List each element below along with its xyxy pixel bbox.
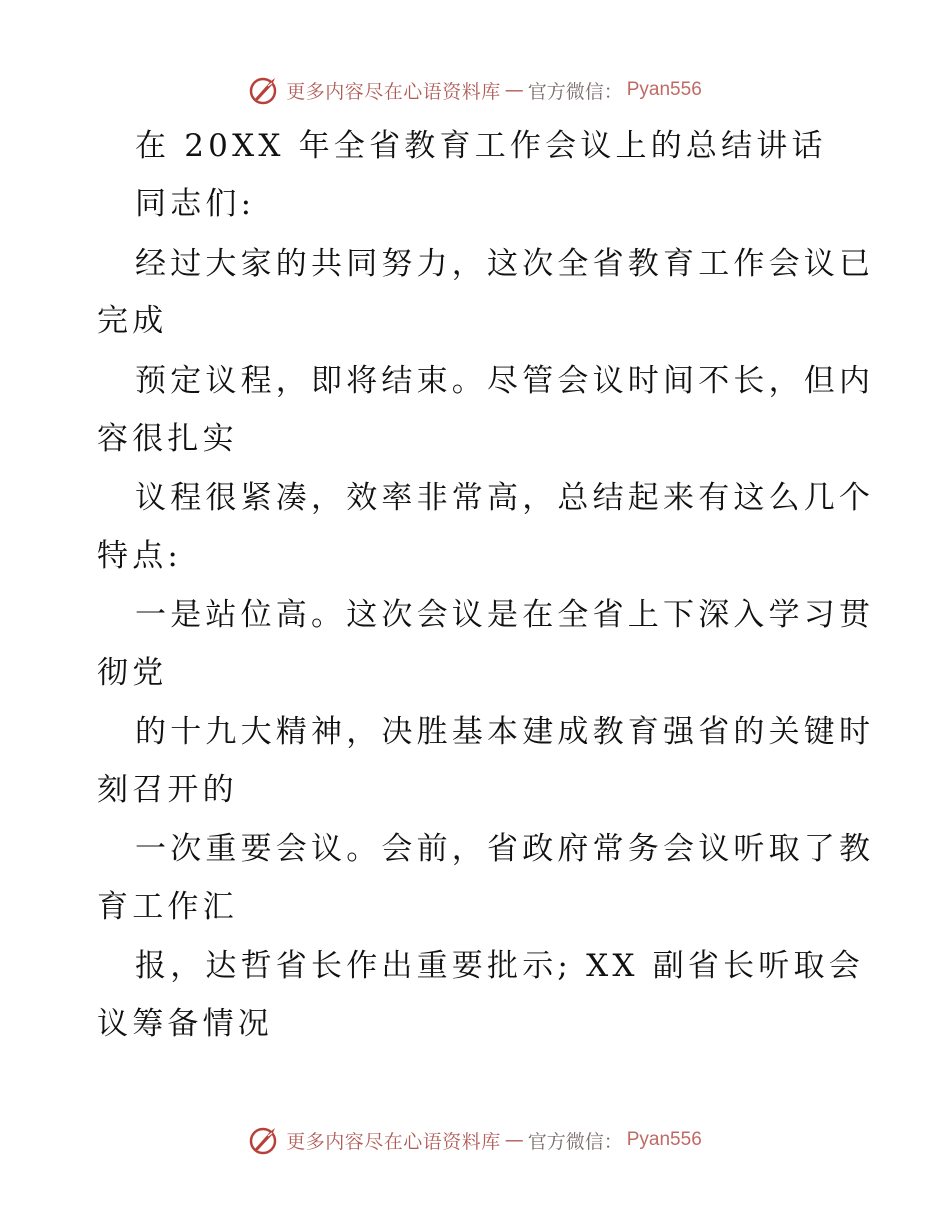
footer-watermark-banner [0,1120,950,1160]
paragraph-line: 彻党 [97,655,168,691]
paragraph-line: 一是站位高。这次会议是在全省上下深入学习贯 [135,597,875,633]
banner-dash: — [504,79,524,101]
quill-pen-logo-icon [248,1124,280,1156]
paragraph-line: 议程很紧凑，效率非常高，总结起来有这么几个 [135,480,875,516]
paragraph-line: 一次重要会议。会前，省政府常务会议听取了教 [135,831,875,867]
banner-wechat-label: 官方微信： [527,1130,623,1153]
paragraph-line: 报，达哲省长作出重要批示; XX 副省长听取会 [135,948,864,984]
quill-pen-logo-icon [248,74,280,106]
banner-text: 更多内容尽在心语资料库 [286,1130,501,1153]
header-watermark-banner [0,70,950,110]
paragraph-line: 完成 [97,303,168,339]
paragraph-line: 育工作汇 [97,889,238,925]
banner-dash: — [504,1129,524,1151]
banner-wechat-label: 官方微信： [527,80,623,103]
banner-wechat-id: Pyan556 [626,79,702,100]
paragraph-line: 容很扎实 [97,421,238,457]
document-title: 在 20XX 年全省教育工作会议上的总结讲话 [135,128,827,164]
salutation: 同志们: [135,186,256,222]
paragraph-line: 的十九大精神，决胜基本建成教育强省的关键时 [135,714,875,750]
banner-text: 更多内容尽在心语资料库 [286,80,501,103]
paragraph-line: 议筹备情况 [97,1006,273,1042]
paragraph-line: 刻召开的 [97,772,238,808]
banner-wechat-id: Pyan556 [626,1129,702,1150]
paragraph-line: 特点: [97,538,183,574]
paragraph-line: 预定议程，即将结束。尽管会议时间不长，但内 [135,363,875,399]
paragraph-line: 经过大家的共同努力，这次全省教育工作会议已 [135,246,875,282]
